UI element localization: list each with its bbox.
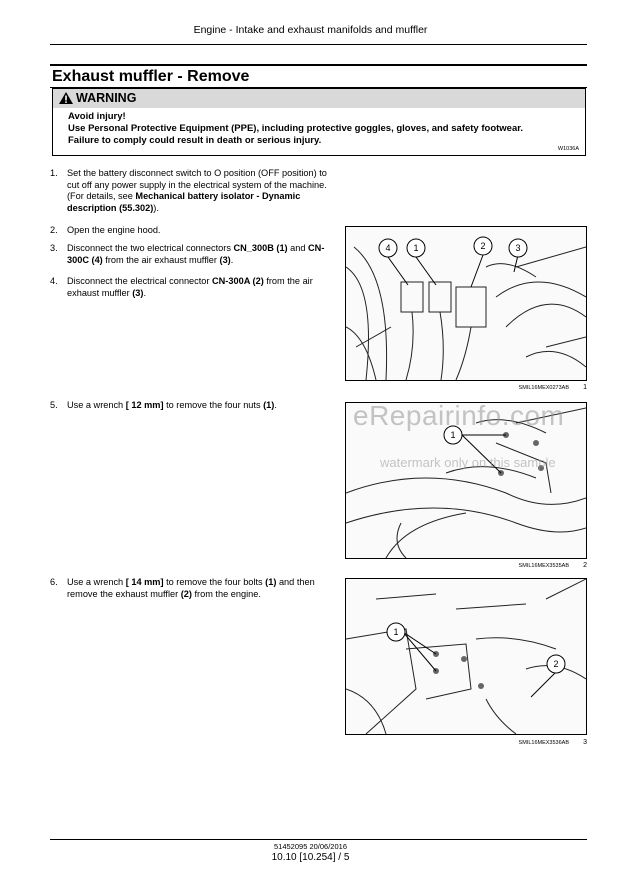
step-number: 2. bbox=[50, 225, 58, 235]
engine-connectors-illustration bbox=[346, 227, 586, 380]
callout-1: 1 bbox=[450, 430, 456, 440]
figure-number: 2 bbox=[583, 562, 587, 569]
step-text: Use a wrench [ 14 mm] to remove the four bolts (1) and then remove the exhaust muffler (2) from the engine. bbox=[67, 577, 315, 599]
footer-document-id: 51452095 20/06/2016 bbox=[274, 842, 347, 851]
figure-1-image bbox=[345, 226, 587, 381]
page-header-title: Engine - Intake and exhaust manifolds and muffler bbox=[193, 24, 428, 36]
step-text: Disconnect the electrical connector CN-300A (2) from the air exhaust muffler (3). bbox=[67, 276, 313, 298]
warning-label: WARNING bbox=[76, 91, 137, 105]
figure-code: SMIL16MEX3536AB bbox=[518, 740, 569, 746]
warning-header bbox=[53, 89, 585, 108]
warning-triangle-icon bbox=[59, 92, 73, 104]
step-number: 6. bbox=[50, 577, 58, 587]
figure-number: 3 bbox=[583, 739, 587, 746]
warning-code: W1036A bbox=[557, 146, 579, 152]
callout-3: 3 bbox=[515, 243, 521, 253]
callout-1: 1 bbox=[393, 627, 399, 637]
warning-box bbox=[52, 88, 586, 156]
step-text: Disconnect the two electrical connectors CN_300B (1) and CN-300C (4) from the air exhaust muffler (3). bbox=[67, 243, 325, 265]
figure-number: 1 bbox=[583, 384, 587, 391]
warning-line-2: Use Personal Protective Equipment (PPE), including protective goggles, gloves, and safety footwear. bbox=[68, 123, 524, 134]
callout-2: 2 bbox=[480, 241, 486, 251]
callout-2: 2 bbox=[553, 659, 559, 669]
section-title: Exhaust muffler - Remove bbox=[50, 64, 587, 88]
callout-4: 4 bbox=[385, 243, 391, 253]
figure-code: SMIL16MEX0273AB bbox=[518, 385, 569, 391]
figure-3-image bbox=[345, 578, 587, 735]
footer-page-number: 10.10 [10.254] / 5 bbox=[271, 852, 350, 863]
step-text: Open the engine hood. bbox=[67, 225, 161, 235]
callout-1: 1 bbox=[413, 243, 419, 253]
warning-line-3: Failure to comply could result in death or serious injury. bbox=[68, 135, 322, 146]
step-text: Set the battery disconnect switch to O position (OFF position) to cut off any power supply in the electrical system of the machine. (For details, see Mechanical battery isolator - Dynamic description (55.302)). bbox=[67, 168, 327, 213]
step-number: 5. bbox=[50, 400, 58, 410]
watermark: eRepairinfo.com bbox=[353, 400, 565, 431]
step-number: 4. bbox=[50, 276, 58, 286]
header-divider bbox=[50, 44, 587, 45]
muffler-bolts-illustration bbox=[346, 579, 586, 734]
figure-code: SMIL16MEX3535AB bbox=[518, 563, 569, 569]
warning-line-1: Avoid injury! bbox=[68, 111, 126, 122]
warning-body bbox=[68, 111, 573, 147]
footer-divider bbox=[50, 839, 587, 840]
watermark-subtext: watermark only on this sample bbox=[380, 455, 556, 470]
step-number: 3. bbox=[50, 243, 58, 253]
step-number: 1. bbox=[50, 168, 58, 178]
step-text: Use a wrench [ 12 mm] to remove the four nuts (1). bbox=[67, 400, 277, 410]
